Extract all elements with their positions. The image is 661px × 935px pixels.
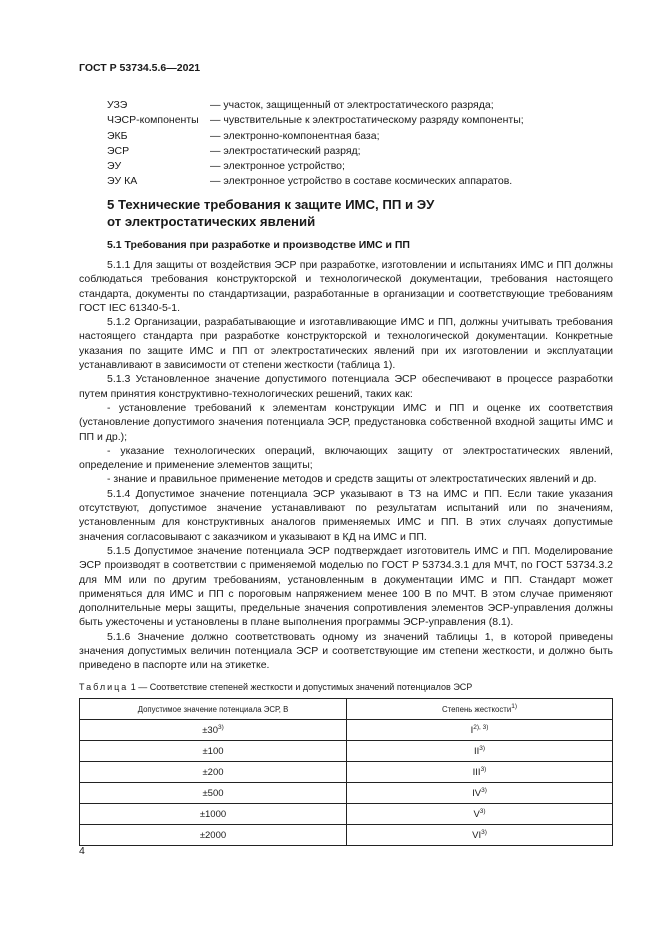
table-cell-value: [80, 825, 347, 846]
footnote-ref: 3): [479, 744, 486, 752]
table-cell-degree: [347, 720, 613, 741]
section-5-1-heading: 5.1 Требования при разработке и производстве ИМС и ПП: [107, 239, 410, 251]
table-caption-text: 1 — Соответствие степеней жесткости и допустимых значений потенциалов ЭСР: [128, 682, 473, 692]
body-text: [79, 258, 613, 673]
col-header-value-text: Допустимое значение потенциала ЭСР, В: [137, 704, 289, 714]
col-header-value: [80, 699, 347, 720]
paragraph-5-1-3: 5.1.3 Установленное значение допустимого потенциала ЭСР обеспечивают в процессе разработки путем принятия конструктивно-технологических решений, таких как:: [79, 373, 613, 400]
abbreviation-definition: — электронное устройство;: [210, 160, 345, 173]
degree-text: III: [472, 766, 481, 778]
footnote-ref: 3): [481, 828, 487, 836]
table-cell-value: [80, 720, 347, 741]
table-cell-value: [80, 741, 347, 762]
abbreviation-term: ЭУ КА: [107, 175, 138, 188]
table-row: [80, 741, 613, 762]
abbreviation-definition: — электронное устройство в составе космических аппаратов.: [210, 175, 513, 188]
degree-text: II: [473, 745, 480, 757]
table-caption-word: Таблица: [79, 682, 129, 692]
table-row: [80, 720, 613, 741]
value-text: ±200: [202, 766, 224, 778]
table-cell-value: [80, 762, 347, 783]
table-cell-degree: [347, 783, 613, 804]
value-text: ±1000: [199, 808, 227, 820]
paragraph-5-1-2: 5.1.2 Организации, разрабатывающие и изготавливающие ИМС и ПП, должны учитывать требования настоящего стандарта при разработке конструкторской и технологической документации. Конкретные указания по защите ИМС и ПП от электростатических явлений при их изготовлении и эксплуатации устанавливают в зависимости от степени жесткости (таблица 1).: [79, 316, 613, 372]
document-header: ГОСТ Р 53734.5.6—2021: [79, 62, 201, 74]
table-cell-degree: [347, 762, 613, 783]
abbreviation-row: [107, 159, 524, 174]
value-text: ±100: [202, 745, 224, 757]
table-cell-value: [80, 783, 347, 804]
abbreviation-term: ЭУ: [107, 160, 122, 173]
degree-text: I: [470, 724, 474, 736]
page-number: 4: [79, 845, 85, 857]
table-caption: [79, 682, 472, 692]
table-cell-value: [80, 804, 347, 825]
table-row: [80, 783, 613, 804]
footnote-ref: 3): [481, 786, 487, 794]
table-cell-degree: [347, 825, 613, 846]
abbreviation-term: ЭСР: [107, 144, 130, 157]
abbreviation-row: [107, 113, 524, 128]
list-item: - указание технологических операций, включающих защиту от электростатических явлений, определение и применение элементов защиты;: [79, 444, 613, 472]
footnote-ref: 3): [480, 765, 487, 773]
abbreviation-term: УЗЭ: [107, 99, 128, 111]
table-row: [80, 762, 613, 783]
paragraph-5-1-4: 5.1.4 Допустимое значение потенциала ЭСР указывают в ТЗ на ИМС и ПП. Если такие указания отсутствуют, допустимое значение устанавливают по результатам испытаний или по значениям, установленным для конструктивных аналогов применяемых ИМС и ПП. В этих случаях допустимые значения согласовывают с заказчиком и указывают в КД на ИМС и ПП.: [79, 487, 613, 543]
table-cell-degree: [347, 741, 613, 762]
footnote-ref: 3): [479, 807, 486, 815]
section-5-heading-line2: от электростатических явлений: [107, 214, 316, 229]
degree-text: V: [473, 808, 480, 820]
value-text: ±30: [202, 724, 218, 736]
abbreviation-term: ЧЭСР-компоненты: [107, 114, 199, 127]
abbreviation-definition: — электростатический разряд;: [210, 144, 361, 157]
abbreviation-list: [107, 98, 524, 190]
table-header-row: [80, 699, 613, 720]
footnote-ref: 3): [218, 723, 224, 731]
esd-table: [79, 698, 613, 846]
footnote-ref: 1): [511, 702, 517, 710]
paragraph-5-1-1: 5.1.1 Для защиты от воздействия ЭСР при разработке, изготовлении и испытаниях ИМС и ПП должны соблюдаться требования конструкторской и технологической документации, требования настоящего стандарта, документы по стандартизации, разработанные в организации и соответствующие требованиям ГОСТ IEC 61340-5-1.: [79, 259, 613, 314]
list-item: - знание и правильное применение методов и средств защиты от электростатических явлений и др.: [107, 473, 597, 486]
degree-text: VI: [472, 829, 482, 841]
paragraph-5-1-6: 5.1.6 Значение должно соответствовать одному из значений таблицы 1, в которой приведены значения допустимых величин потенциала ЭСР и соответствующие им степени жесткости, и должно быть приведено в паспорте или на этикетке.: [79, 630, 613, 672]
degree-text: IV: [472, 787, 482, 799]
abbreviation-row: [107, 129, 524, 144]
value-text: ±2000: [199, 829, 227, 841]
abbreviation-row: [107, 98, 524, 113]
table-cell-degree: [347, 804, 613, 825]
paragraph-5-1-5: 5.1.5 Допустимое значение потенциала ЭСР подтверждает изготовитель ИМС и ПП. Моделирование ЭСР производят в соответствии с применяемой моделью по ГОСТ Р 53734.3.1 для МЧТ, по ГОСТ 53734.3.2 для ММ или по другим требованиям, установленным в документации ИМС и ПП. Стандарт может применяться для ИМС и ПП с пороговым напряжением менее 100 В по МЧТ. В этом случае применяют дополнительные меры защиты, предельные значения сопротивления элементов ЭСР-управления должны быть ужесточены и установлены в плане выполнения программы ЭСР-управления (8.1).: [79, 544, 613, 629]
abbreviation-definition: — электронно-компонентная база;: [210, 129, 380, 142]
list-item: - установление требований к элементам конструкции ИМС и ПП и оценке их соответствия (установление допустимого значения потенциала ЭСР, предустановка собственной входной защиты ИМС и ПП и др.);: [79, 401, 613, 443]
col-header-degree-text: Степень жесткости: [441, 704, 512, 714]
abbreviation-definition: — участок, защищенный от электростатического разряда;: [210, 99, 494, 111]
abbreviation-row: [107, 144, 524, 159]
footnote-ref: 2), 3): [473, 723, 489, 731]
col-header-degree: [347, 699, 613, 720]
table-row: [80, 825, 613, 846]
abbreviation-definition: — чувствительные к электростатическому разряду компоненты;: [210, 114, 524, 127]
abbreviation-row: [107, 174, 524, 189]
value-text: ±500: [202, 787, 224, 799]
section-5-heading: [107, 196, 567, 230]
abbreviation-term: ЭКБ: [107, 129, 128, 142]
section-5-heading-line1: 5 Технические требования к защите ИМС, ПП и ЭУ: [107, 197, 435, 212]
table-row: [80, 804, 613, 825]
